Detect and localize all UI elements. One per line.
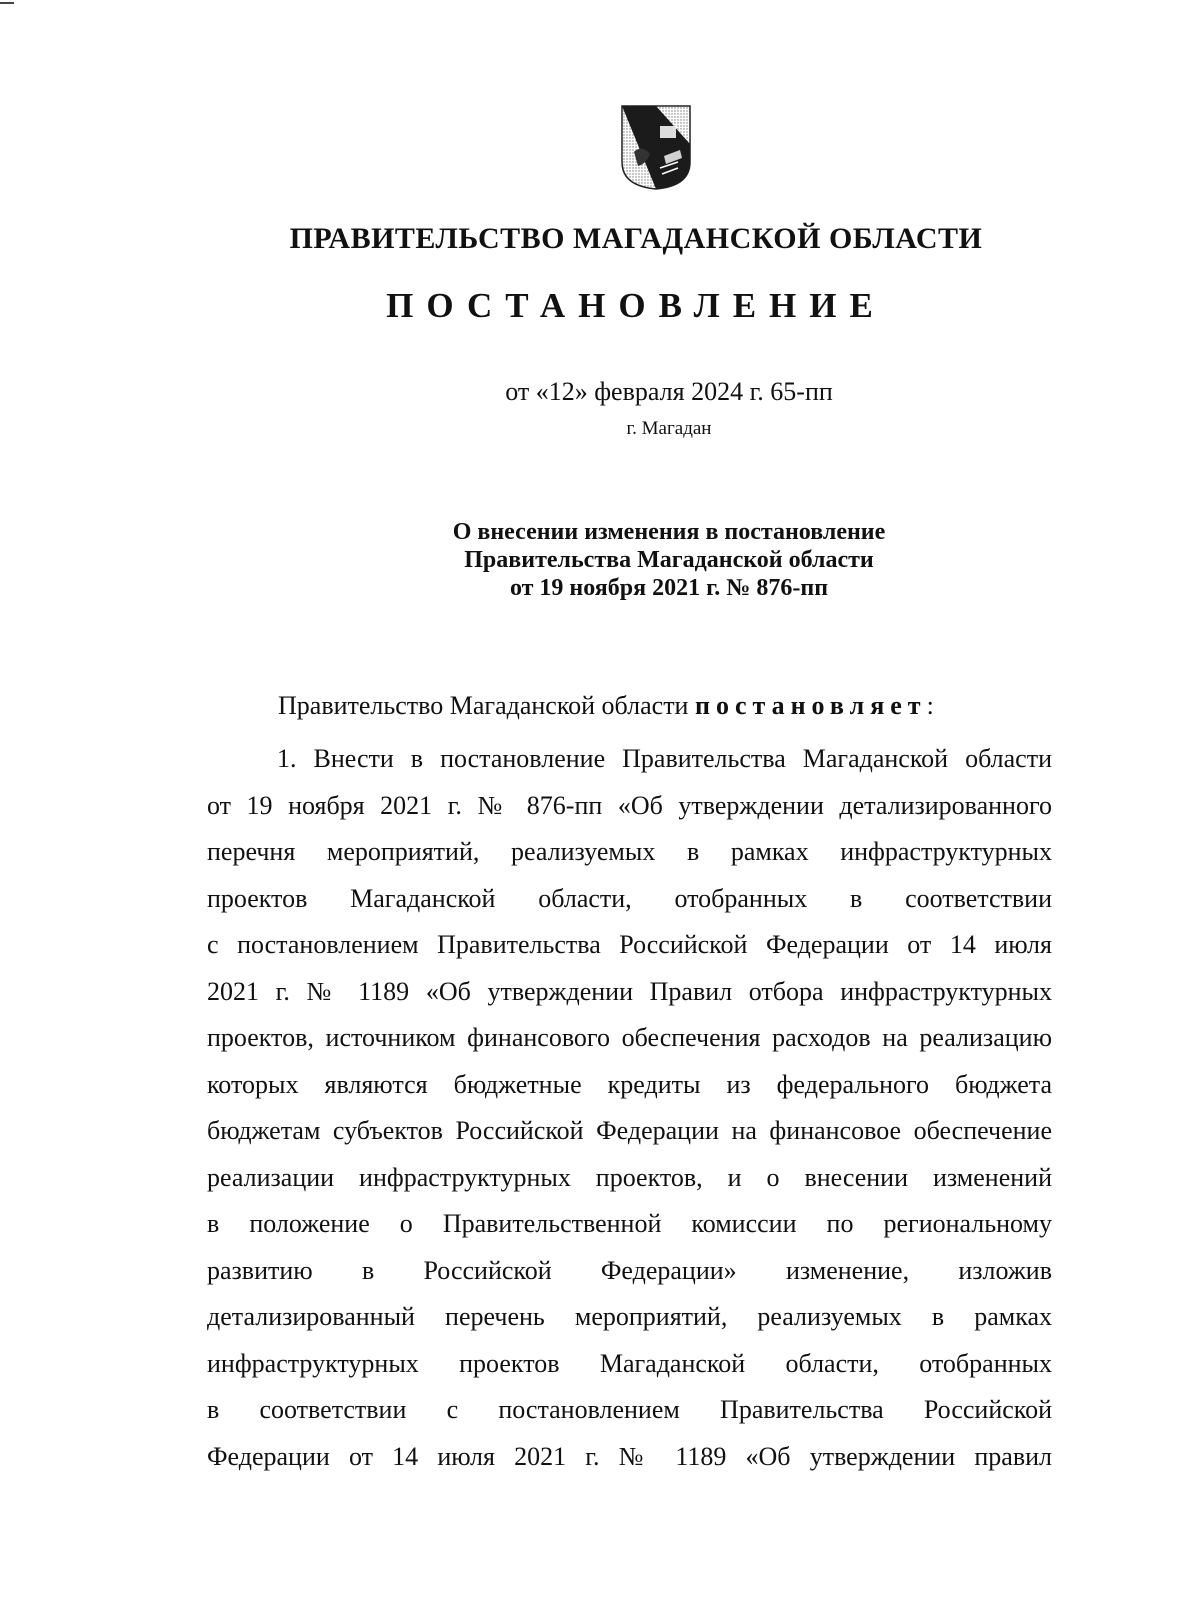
subject-line: О внесении изменения в постановление <box>452 519 886 545</box>
preamble <box>278 690 934 722</box>
document-date-number: от «12» февраля 2024 г. 65-пп <box>505 377 833 406</box>
body-line: перечня мероприятий, реализуемых в рамках инфраструктурных <box>207 837 1052 866</box>
document-city: г. Магадан <box>626 418 712 439</box>
document-type-title: ПОСТАНОВЛЕНИЕ <box>386 286 886 325</box>
government-name: ПРАВИТЕЛЬСТВО МАГАДАНСКОЙ ОБЛАСТИ <box>289 222 983 255</box>
subject-line: от 19 ноября 2021 г. № 876-пп <box>509 575 829 601</box>
magadan-region-coat-of-arms-icon <box>620 104 692 190</box>
document-subject <box>0 518 1200 602</box>
body-line: инфраструктурных проектов Магаданской области, отобранных <box>207 1348 1052 1378</box>
body-line: бюджетам субъектов Российской Федерации на финансовое обеспечение <box>207 1116 1052 1145</box>
body-line: Федерации от 14 июля 2021 г. № 1189 «Об утверждении правил <box>207 1441 1052 1471</box>
body-line: детализированный перечень мероприятий, реализуемых в рамках <box>207 1302 1052 1331</box>
body-line: реализации инфраструктурных проектов, и о внесении изменений <box>207 1162 1052 1192</box>
document-body <box>207 736 1052 1480</box>
body-line: проектов Магаданской области, отобранных в соответствии <box>207 883 1052 913</box>
preamble-verb: постановляет <box>694 691 927 720</box>
subject-line: Правительства Магаданской области <box>464 547 874 573</box>
body-line: в положение о Правительственной комиссии по региональному <box>207 1209 1052 1238</box>
preamble-lead: Правительство Магаданской области <box>278 691 689 720</box>
preamble-colon: : <box>926 691 934 720</box>
body-line: с постановлением Правительства Российской Федерации от 14 июля <box>207 930 1052 959</box>
body-line: от 19 ноября 2021 г. № 876-пп «Об утверждении детализированного <box>207 790 1052 820</box>
scan-edge-mark <box>0 2 14 4</box>
body-line: 2021 г. № 1189 «Об утверждении Правил отбора инфраструктурных <box>207 976 1052 1006</box>
body-line: проектов, источником финансового обеспечения расходов на реализацию <box>207 1023 1052 1052</box>
body-line: в соответствии с постановлением Правительства Российской <box>207 1395 1052 1424</box>
body-line: 1. Внести в постановление Правительства Магаданской области <box>277 744 1052 773</box>
body-line: которых являются бюджетные кредиты из федерального бюджета <box>207 1069 1052 1099</box>
body-line: развитию в Российской Федерации» изменение, изложив <box>207 1255 1052 1285</box>
